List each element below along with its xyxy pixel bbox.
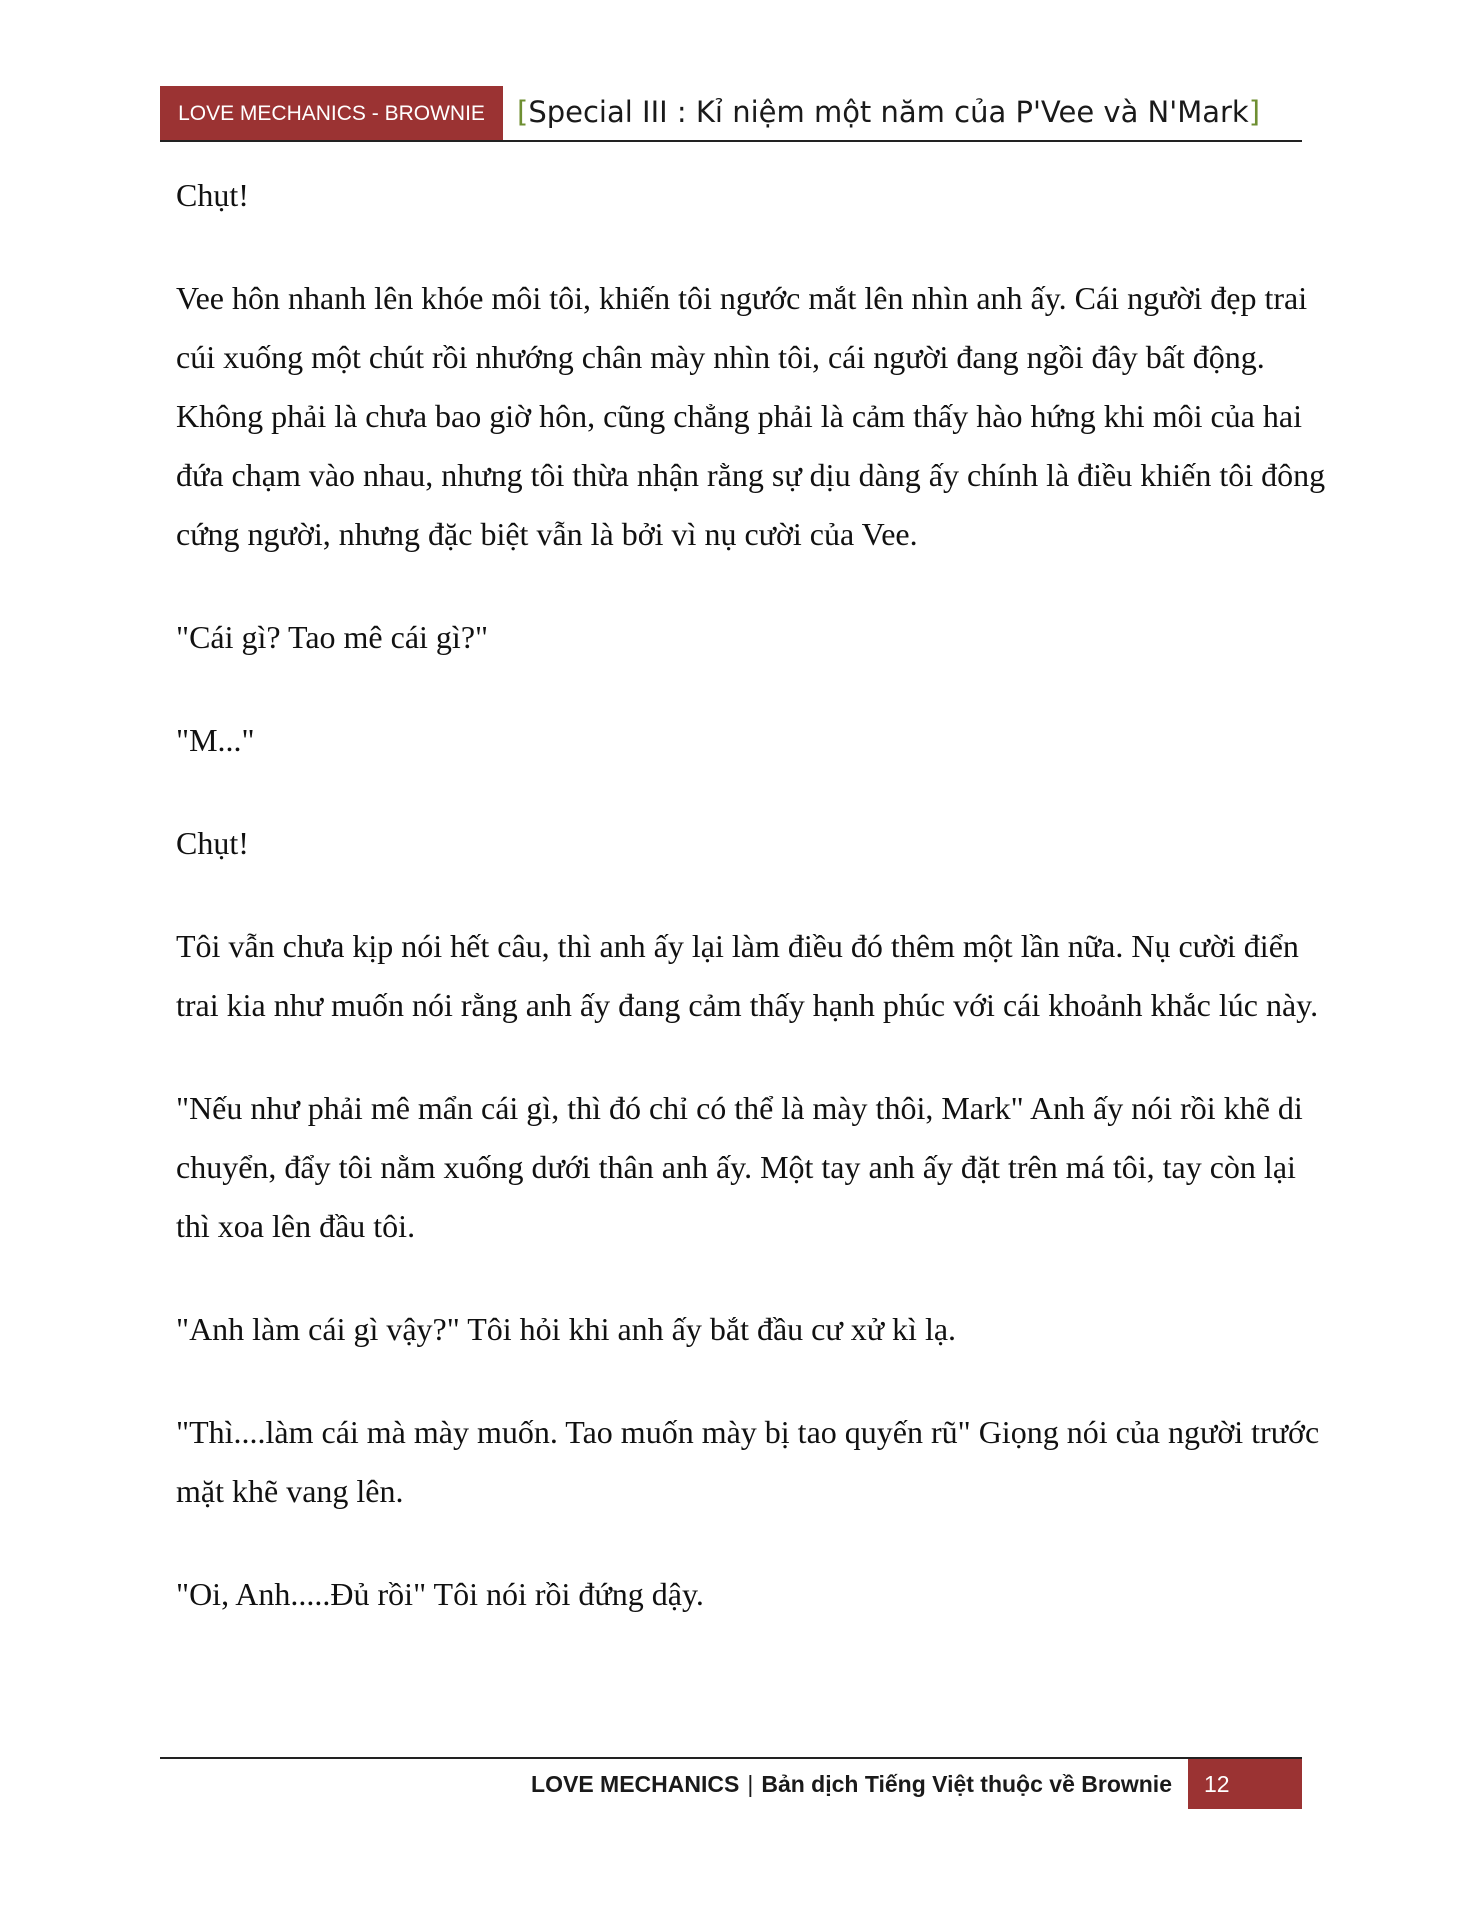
paragraph: "Oi, Anh.....Đủ rồi" Tôi nói rồi đứng dậy. xyxy=(176,1576,704,1612)
paragraph: "Thì....làm cái mà mày muốn. Tao muốn mày bị tao quyến rũ" Giọng nói của người trước mặt khẽ vang lên. xyxy=(176,1414,1320,1509)
paragraph: "M..." xyxy=(176,722,255,758)
header-badge: LOVE MECHANICS - BROWNIE xyxy=(160,86,503,142)
page-number: 12 xyxy=(1188,1759,1302,1809)
paragraph: Tôi vẫn chưa kịp nói hết câu, thì anh ấy lại làm điều đó thêm một lần nữa. Nụ cười điển trai kia như muốn nói rằng anh ấy đang cảm thấy hạnh phúc với cái khoảnh khắc lúc này. xyxy=(176,928,1319,1023)
footer-translation-credit: Bản dịch Tiếng Việt thuộc về Brownie xyxy=(761,1771,1172,1797)
paragraph: "Anh làm cái gì vậy?" Tôi hỏi khi anh ấy bắt đầu cư xử kì lạ. xyxy=(176,1311,957,1347)
paragraph: Chụt! xyxy=(176,825,249,861)
header-title xyxy=(517,88,1260,136)
footer-book-title: LOVE MECHANICS xyxy=(531,1771,740,1797)
page-footer xyxy=(160,1757,1302,1811)
footer-separator: | xyxy=(747,1771,754,1797)
paragraph: "Nếu như phải mê mẩn cái gì, thì đó chỉ có thể là mày thôi, Mark" Anh ấy nói rồi khẽ di chuyển, đẩy tôi nằm xuống dưới thân anh ấy. Một tay anh ấy đặt trên má tôi, tay còn lại thì xoa lên đầu tôi. xyxy=(176,1090,1303,1244)
body-text xyxy=(176,166,1326,1668)
page-header xyxy=(160,86,1302,142)
footer-credit xyxy=(531,1759,1172,1809)
header-rule xyxy=(160,140,1302,142)
paragraph: Vee hôn nhanh lên khóe môi tôi, khiến tôi ngước mắt lên nhìn anh ấy. Cái người đẹp trai cúi xuống một chút rồi nhướng chân mày nhìn tôi, cái người đang ngồi đây bất động. Không phải là chưa bao giờ hôn, cũng chẳng phải là cảm thấy hào hứng khi môi của hai đứa chạm vào nhau, nhưng tôi thừa nhận rằng sự dịu dàng ấy chính là điều khiến tôi đông cứng người, nhưng đặc biệt vẫn là bởi vì nụ cười của Vee. xyxy=(176,280,1326,552)
paragraph: Chụt! xyxy=(176,177,249,213)
paragraph: "Cái gì? Tao mê cái gì?" xyxy=(176,619,489,655)
chapter-title: Special III : Kỉ niệm một năm của P'Vee và N'Mark xyxy=(528,95,1249,129)
header-bracket-close: ] xyxy=(1248,95,1261,129)
header-bracket-open: [ xyxy=(517,95,529,129)
